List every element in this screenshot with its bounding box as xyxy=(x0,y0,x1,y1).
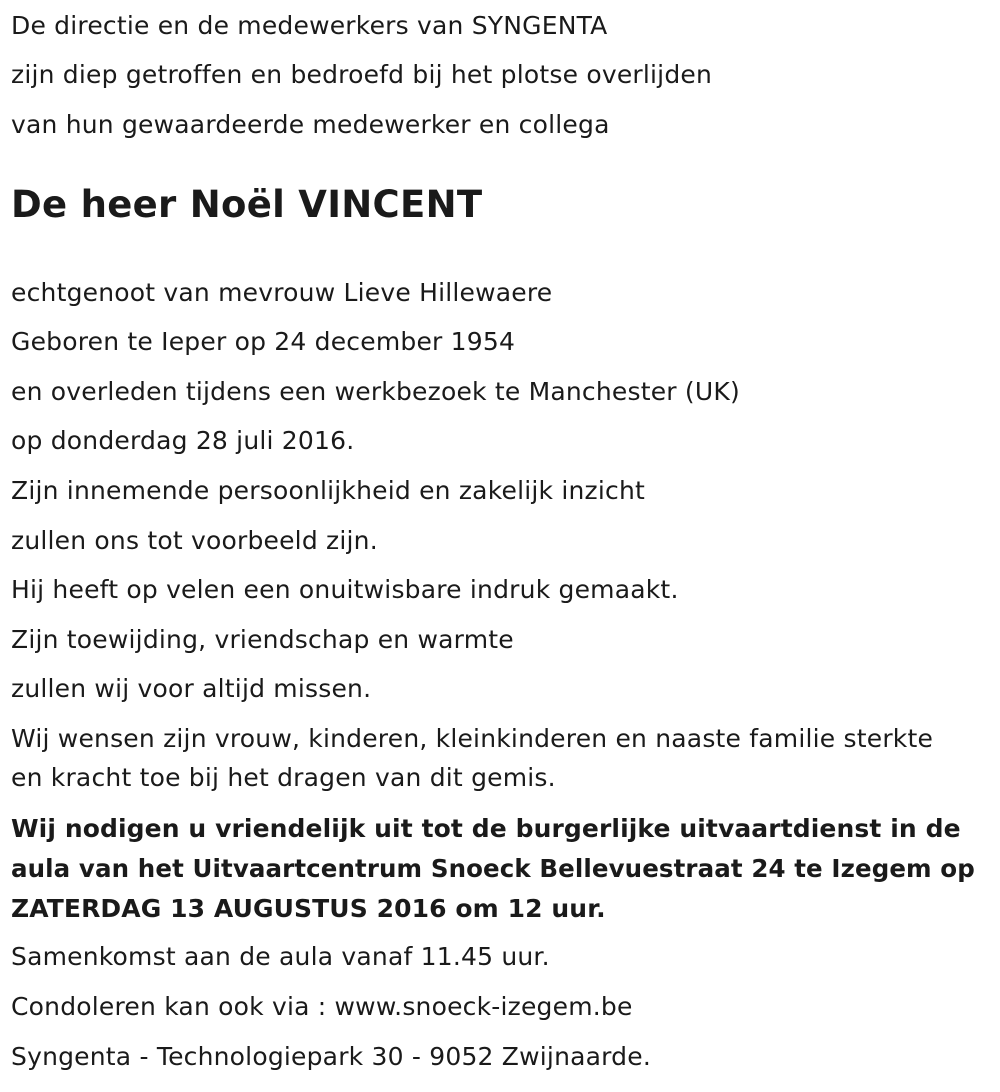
intro-line: zijn diep getroffen en bedroefd bij het plotse overlijden xyxy=(11,60,713,89)
intro-line: De directie en de medewerkers van SYNGENTA xyxy=(11,11,608,40)
body-line: zullen ons tot voorbeeld zijn. xyxy=(11,526,378,555)
gathering-line: Samenkomst aan de aula vanaf 11.45 uur. xyxy=(11,942,550,971)
body-line: op donderdag 28 juli 2016. xyxy=(11,426,355,455)
invitation-line: aula van het Uitvaartcentrum Snoeck Bellevuestraat 24 te Izegem op xyxy=(11,854,975,883)
body-line: Zijn toewijding, vriendschap en warmte xyxy=(11,625,514,654)
deceased-name: De heer Noël VINCENT xyxy=(11,183,483,226)
company-address-line: Syngenta - Technologiepark 30 - 9052 Zwijnaarde. xyxy=(11,1042,651,1071)
body-line: echtgenoot van mevrouw Lieve Hillewaere xyxy=(11,278,553,307)
body-line: zullen wij voor altijd missen. xyxy=(11,674,372,703)
body-line: en kracht toe bij het dragen van dit gemis. xyxy=(11,763,556,792)
intro-line: van hun gewaardeerde medewerker en collega xyxy=(11,110,610,139)
invitation-line: Wij nodigen u vriendelijk uit tot de burgerlijke uitvaartdienst in de xyxy=(11,814,961,843)
body-line: Geboren te Ieper op 24 december 1954 xyxy=(11,327,516,356)
body-line: en overleden tijdens een werkbezoek te Manchester (UK) xyxy=(11,377,740,406)
body-line: Wij wensen zijn vrouw, kinderen, kleinkinderen en naaste familie sterkte xyxy=(11,724,934,753)
condolence-line: Condoleren kan ook via : www.snoeck-izegem.be xyxy=(11,992,633,1021)
body-line: Zijn innemende persoonlijkheid en zakelijk inzicht xyxy=(11,476,645,505)
body-line: Hij heeft op velen een onuitwisbare indruk gemaakt. xyxy=(11,575,679,604)
invitation-line: ZATERDAG 13 AUGUSTUS 2016 om 12 uur. xyxy=(11,894,606,923)
